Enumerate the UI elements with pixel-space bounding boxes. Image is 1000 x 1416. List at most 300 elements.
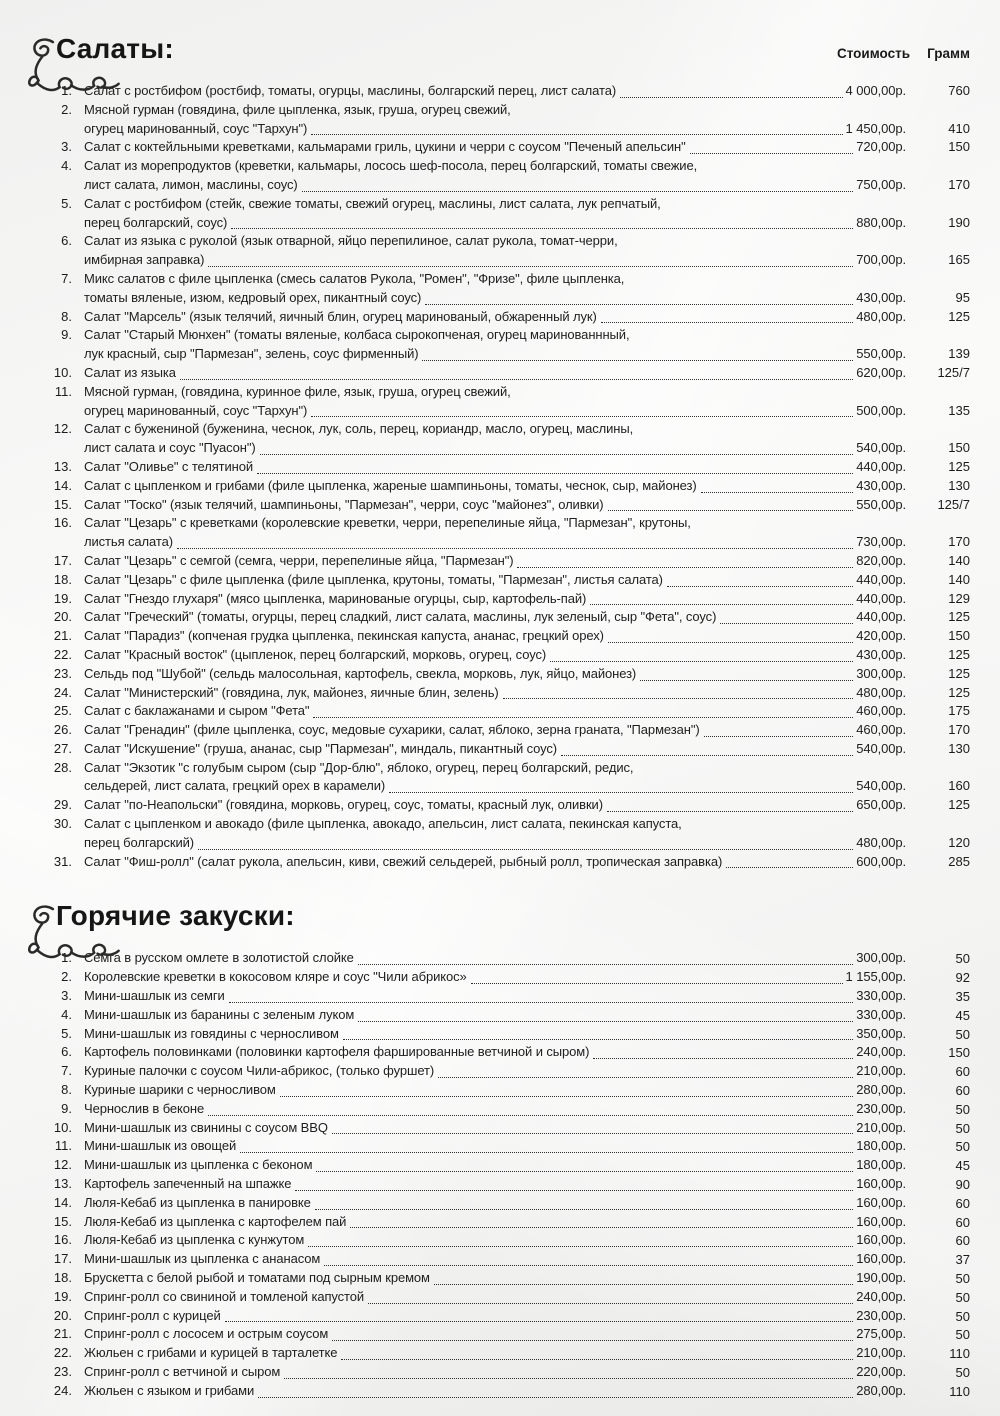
menu-item [30,590,970,609]
item-content [84,326,906,364]
item-content [84,1137,906,1156]
dotted-leader [225,1320,854,1322]
item-price: 300,00р. [856,665,906,681]
item-content [84,571,906,590]
item-text: Чернослив в беконе [84,1100,205,1116]
item-content [84,796,906,815]
item-number: 30. [53,816,72,832]
menu-item [30,796,970,815]
item-grams: 170 [948,176,970,192]
menu-item [30,514,970,552]
item-last-line [84,251,906,270]
item-last-line [84,82,906,101]
item-price: 440,00р. [856,571,906,587]
dotted-leader [258,1396,853,1398]
item-last-line [84,496,906,515]
item-text: Салат с цыпленком и грибами (филе цыпленка, жареные шампиньоны, томаты, чеснок, сыр, майонез) [84,477,697,493]
item-grams: 125 [948,609,970,625]
item-price: 330,00р. [856,988,906,1004]
dotted-leader [438,1076,853,1078]
dotted-leader [229,1001,854,1003]
item-text-line: Салат с ростбифом (стейк, свежие томаты, свежий огурец, маслины, лист салата, лук репчатый, [84,195,661,211]
item-number: 24. [53,684,72,700]
item-text: Салат с ростбифом (ростбиф, томаты, огурцы, маслины, болгарский перец, лист салата) [84,83,617,98]
item-content [84,627,906,646]
item-grams: 150 [948,628,970,644]
item-last-line [84,176,906,195]
item-last-line [84,1288,906,1307]
item-number: 14. [53,477,72,493]
item-price: 440,00р. [856,458,906,474]
item-last-line [84,1062,906,1081]
item-last-line [84,1025,906,1044]
item-number: 24. [53,1382,72,1398]
item-text-line: Салат "Цезарь" с креветками (королевские креветки, черри, перепелиные яйца, "Пармезан", крутоны, [84,515,691,531]
item-content [84,477,906,496]
item-text: Мини-шашлык из баранины с зеленым луком [84,1006,355,1022]
item-number: 4. [61,1006,72,1022]
section-title: Салаты: [56,33,174,64]
item-grams: 170 [948,534,970,550]
menu-item [30,968,970,987]
menu-item [30,1344,970,1363]
item-grams: 60 [955,1064,970,1080]
item-price: 330,00р. [856,1006,906,1022]
dotted-leader [667,585,853,587]
menu-item [30,82,970,101]
item-number: 19. [53,590,72,606]
item-last-line [84,1119,906,1138]
item-price: 1 450,00р. [845,120,906,136]
item-content [84,646,906,665]
item-number: 12. [53,421,72,437]
dotted-leader [503,697,854,699]
item-text-line: Салат "Старый Мюнхен" (томаты вяленые, колбаса сырокопченая, огурец маринованнный, [84,327,630,343]
item-content [84,1231,906,1250]
item-content [84,853,906,872]
item-content [84,1344,906,1363]
item-grams: 125/7 [937,364,970,380]
item-last-line [84,702,906,721]
item-grams: 92 [955,970,970,986]
dotted-leader [257,472,853,474]
item-text: Салат "по-Неапольски" (говядина, морковь, огурец, соус, томаты, красный лук, оливки) [84,797,603,813]
dotted-leader [358,963,853,965]
item-content [84,82,906,101]
dotted-leader [358,1020,853,1022]
item-last-line [84,740,906,759]
item-text-line: Микс салатов с филе цыпленка (смесь салатов Рукола, "Ромен", "Фризе", филе цыпленка, [84,270,625,286]
item-text: Мини-шашлык из говядины с черносливом [84,1025,339,1041]
dotted-leader [343,1038,853,1040]
dotted-leader [315,1208,853,1210]
item-number: 11. [54,1138,72,1154]
item-content [84,552,906,571]
item-number: 16. [53,1232,72,1248]
dotted-leader [425,303,853,305]
menu-item [30,1325,970,1344]
menu-item [30,853,970,872]
item-price: 430,00р. [856,646,906,662]
item-grams: 60 [955,1083,970,1099]
item-last-line [84,533,906,552]
item-number: 4. [61,158,72,174]
dotted-leader [280,1095,853,1097]
item-grams: 410 [948,120,970,136]
item-price: 280,00р. [856,1082,906,1098]
item-last-line [84,552,906,571]
item-number: 2. [61,969,72,985]
item-text-line: Салат из морепродуктов (креветки, кальмары, лосось шеф-посола, перец болгарский, томаты свежие, [84,158,698,174]
section-header [30,30,970,74]
item-content [84,496,906,515]
dotted-leader [620,96,842,98]
dotted-leader [302,190,854,192]
item-last-line [84,214,906,233]
item-number: 13. [53,458,72,474]
item-number: 11. [54,383,72,399]
item-number: 3. [61,139,72,155]
item-price: 650,00р. [856,797,906,813]
item-grams: 60 [955,1233,970,1249]
item-grams: 125 [948,458,970,474]
item-price: 540,00р. [856,778,906,794]
item-last-line [84,138,906,157]
item-last-line [84,968,906,987]
item-grams: 50 [955,1271,970,1287]
menu-item [30,477,970,496]
dotted-leader [198,848,853,850]
item-number: 2. [61,101,72,117]
item-text: Салат "Оливье" с телятиной [84,458,254,474]
menu-item [30,740,970,759]
item-content [84,721,906,740]
item-grams: 150 [948,139,970,155]
item-grams: 160 [948,778,970,794]
item-number: 29. [53,797,72,813]
item-grams: 130 [948,740,970,756]
menu-item [30,1137,970,1156]
item-text: Салат с баклажанами и сыром "Фета" [84,703,310,719]
item-last-line [84,777,906,796]
item-text: перец болгарский, соус) [84,214,228,230]
menu-item [30,815,970,853]
menu-item [30,1175,970,1194]
item-price: 550,00р. [856,346,906,362]
dotted-leader [704,735,854,737]
item-number: 15. [53,1213,72,1229]
item-number: 22. [53,1345,72,1361]
item-price: 160,00р. [856,1251,906,1267]
dotted-leader [593,1057,853,1059]
item-grams: 760 [948,83,970,98]
item-text: Жюльен с грибами и курицей в тарталетке [84,1345,338,1361]
menu-item [30,195,970,233]
item-price: 280,00р. [856,1382,906,1398]
item-grams: 140 [948,571,970,587]
item-content [84,1213,906,1232]
menu-items-list [30,949,970,1400]
item-price: 540,00р. [856,740,906,756]
item-content [84,1025,906,1044]
item-number: 19. [53,1288,72,1304]
item-price: 480,00р. [856,684,906,700]
item-price: 820,00р. [856,552,906,568]
item-text-line: Салат с бужениной (буженина, чеснок, лук, соль, перец, кориандр, масло, огурец, маслины, [84,421,634,437]
item-grams: 125 [948,665,970,681]
item-number: 10. [53,364,72,380]
dotted-leader [284,1377,853,1379]
item-content [84,1250,906,1269]
menu-item [30,1025,970,1044]
dotted-leader [308,1245,853,1247]
item-content [84,1156,906,1175]
item-content [84,968,906,987]
item-text: перец болгарский) [84,834,195,850]
item-content [84,138,906,157]
item-price: 350,00р. [856,1025,906,1041]
item-last-line [84,439,906,458]
menu-section-salads [30,30,970,871]
menu-item [30,684,970,703]
item-grams: 139 [948,346,970,362]
item-content [84,458,906,477]
item-last-line [84,684,906,703]
dotted-leader [550,660,853,662]
item-text: лист салата, лимон, маслины, соус) [84,176,298,192]
dotted-leader [590,603,853,605]
item-text: Люля-Кебаб из цыпленка с кунжутом [84,1232,305,1248]
item-text-line: Салат из языка с руколой (язык отварной, яйцо перепилиное, салат рукола, томат-черри, [84,233,618,249]
dotted-leader [607,810,853,812]
item-text: листья салата) [84,534,173,550]
item-text: Жюльен с языком и грибами [84,1382,255,1398]
item-grams: 140 [948,552,970,568]
menu-item [30,759,970,797]
item-last-line [84,796,906,815]
item-text: Салат "Гренадин" (филе цыпленка, соус, медовые сухарики, салат, яблоко, зерна граната, "Пармезан") [84,722,700,738]
item-price: 720,00р. [856,139,906,155]
item-price: 730,00р. [856,534,906,550]
item-number: 31. [53,853,72,869]
item-content [84,1194,906,1213]
dotted-leader [368,1302,853,1304]
item-content [84,1175,906,1194]
item-grams: 60 [955,1214,970,1230]
item-text: Салат "Министерский" (говядина, лук, майонез, яичные блин, зелень) [84,684,499,700]
item-last-line [84,477,906,496]
item-content [84,232,906,270]
item-grams: 125 [948,308,970,324]
item-text: Мини-шашлык из свинины с соусом BBQ [84,1119,328,1135]
item-number: 10. [53,1119,72,1135]
item-number: 1. [61,83,72,98]
item-text: Спринг-ролл с лососем и острым соусом [84,1326,329,1342]
item-grams: 130 [948,477,970,493]
item-text: Салат "Цезарь" с семгой (семга, черри, перепелиные яйца, "Пармезан") [84,552,514,568]
item-last-line [84,308,906,327]
dotted-leader [422,359,853,361]
item-number: 20. [53,1307,72,1323]
item-price: 230,00р. [856,1100,906,1116]
item-content [84,270,906,308]
dotted-leader [332,1339,853,1341]
item-text: Салат "Цезарь" с филе цыпленка (филе цыпленка, крутоны, томаты, "Пармезан", листья салата) [84,571,663,587]
item-content [84,740,906,759]
item-last-line [84,1194,906,1213]
item-last-line [84,949,906,968]
dotted-leader [208,1114,853,1116]
dotted-leader [260,453,854,455]
item-content [84,759,906,797]
menu-item [30,1382,970,1401]
item-grams: 170 [948,722,970,738]
item-content [84,1062,906,1081]
item-number: 21. [53,628,72,644]
item-grams: 45 [955,1007,970,1023]
menu-item [30,1119,970,1138]
menu-item [30,383,970,421]
item-content [84,195,906,233]
item-last-line [84,1213,906,1232]
item-text: лук красный, сыр "Пармезан", зелень, соус фирменный) [84,346,419,362]
item-grams: 150 [948,440,970,456]
item-grams: 37 [955,1252,970,1268]
dotted-leader [389,791,853,793]
dotted-leader [177,547,853,549]
item-content [84,1325,906,1344]
item-number: 17. [53,552,72,568]
item-last-line [84,1250,906,1269]
item-text: Куриные шарики с черносливом [84,1082,276,1098]
item-last-line [84,1344,906,1363]
menu-item [30,1307,970,1326]
item-content [84,1382,906,1401]
dotted-leader [311,133,842,135]
dotted-leader [720,622,853,624]
item-number: 6. [61,1044,72,1060]
menu-section-hot-appetizers [30,897,970,1400]
item-text: Салат "Фиш-ролл" (салат рукола, апельсин, киви, свежий сельдерей, рыбный ролл, тропическая заправка) [84,853,723,869]
item-text-line: Салат "Экзотик "с голубым сыром (сыр "Дор-блю", яблоко, огурец, перец болгарский, редис, [84,759,634,775]
item-price: 420,00р. [856,628,906,644]
item-last-line [84,458,906,477]
menu-item [30,702,970,721]
item-number: 16. [53,515,72,531]
item-grams: 50 [955,1289,970,1305]
menu-item [30,1231,970,1250]
menu-item [30,987,970,1006]
dotted-leader [608,509,854,511]
item-last-line [84,627,906,646]
item-last-line [84,987,906,1006]
item-text: Брускетта с белой рыбой и томатами под сырным кремом [84,1270,430,1286]
item-last-line [84,1363,906,1382]
menu-item [30,1288,970,1307]
menu-item [30,1194,970,1213]
menu-item [30,1043,970,1062]
item-number: 6. [61,233,72,249]
item-content [84,383,906,421]
item-last-line [84,665,906,684]
dotted-leader [350,1226,853,1228]
menu-item [30,721,970,740]
item-grams: 50 [955,1101,970,1117]
item-number: 12. [53,1157,72,1173]
dotted-leader [561,754,853,756]
item-content [84,608,906,627]
item-price: 480,00р. [856,308,906,324]
item-number: 25. [53,703,72,719]
item-content [84,815,906,853]
item-content [84,514,906,552]
menu-items-list [30,82,970,871]
item-text: Салат "Гнездо глухаря" (мясо цыпленка, маринованые огурцы, сыр, картофель-пай) [84,590,587,606]
menu-item [30,101,970,139]
item-content [84,987,906,1006]
item-price: 460,00р. [856,703,906,719]
item-text: Мини-шашлык из овощей [84,1138,237,1154]
item-grams: 285 [948,853,970,869]
item-price: 4 000,00р. [845,83,906,98]
menu-item [30,552,970,571]
item-text: Салат "Искушение" (груша, ананас, сыр "Пармезан", миндаль, пикантный соус) [84,740,558,756]
item-content [84,420,906,458]
item-grams: 135 [948,402,970,418]
item-grams: 50 [955,1139,970,1155]
item-number: 3. [61,988,72,1004]
menu-item [30,138,970,157]
item-last-line [84,1382,906,1401]
item-last-line [84,345,906,364]
item-text: томаты вяленые, изюм, кедровый орех, пикантный соус) [84,289,422,305]
item-number: 14. [53,1194,72,1210]
item-grams: 120 [948,834,970,850]
dotted-leader [434,1283,853,1285]
menu-item [30,420,970,458]
menu-item [30,1363,970,1382]
item-content [84,1269,906,1288]
item-last-line [84,1307,906,1326]
item-grams: 35 [955,989,970,1005]
item-grams: 125 [948,684,970,700]
item-last-line [84,571,906,590]
item-grams: 110 [949,1346,970,1362]
item-text: Мини-шашлык из семги [84,988,225,1004]
item-text-line: Салат с цыпленком и авокадо (филе цыпленка, авокадо, апельсин, лист салата, пекинская капуста, [84,816,682,832]
item-text: лист салата и соус "Пуасон") [84,440,256,456]
item-last-line [84,364,906,383]
item-content [84,101,906,139]
item-price: 430,00р. [856,477,906,493]
item-price: 190,00р. [856,1270,906,1286]
item-price: 230,00р. [856,1307,906,1323]
dotted-leader [341,1358,853,1360]
item-content [84,1307,906,1326]
item-price: 240,00р. [856,1288,906,1304]
item-number: 1. [61,950,72,966]
dotted-leader [311,415,853,417]
dotted-leader [608,641,853,643]
item-number: 20. [53,609,72,625]
item-text: Люля-Кебаб из цыпленка в панировке [84,1194,311,1210]
item-text: Спринг-ролл с курицей [84,1307,221,1323]
menu-item [30,1062,970,1081]
grams-column-header: Грамм [927,46,970,61]
item-text: Салат "Парадиз" (копченая грудка цыпленка, пекинская капуста, ананас, грецкий орех) [84,628,604,644]
menu-item [30,308,970,327]
item-last-line [84,646,906,665]
